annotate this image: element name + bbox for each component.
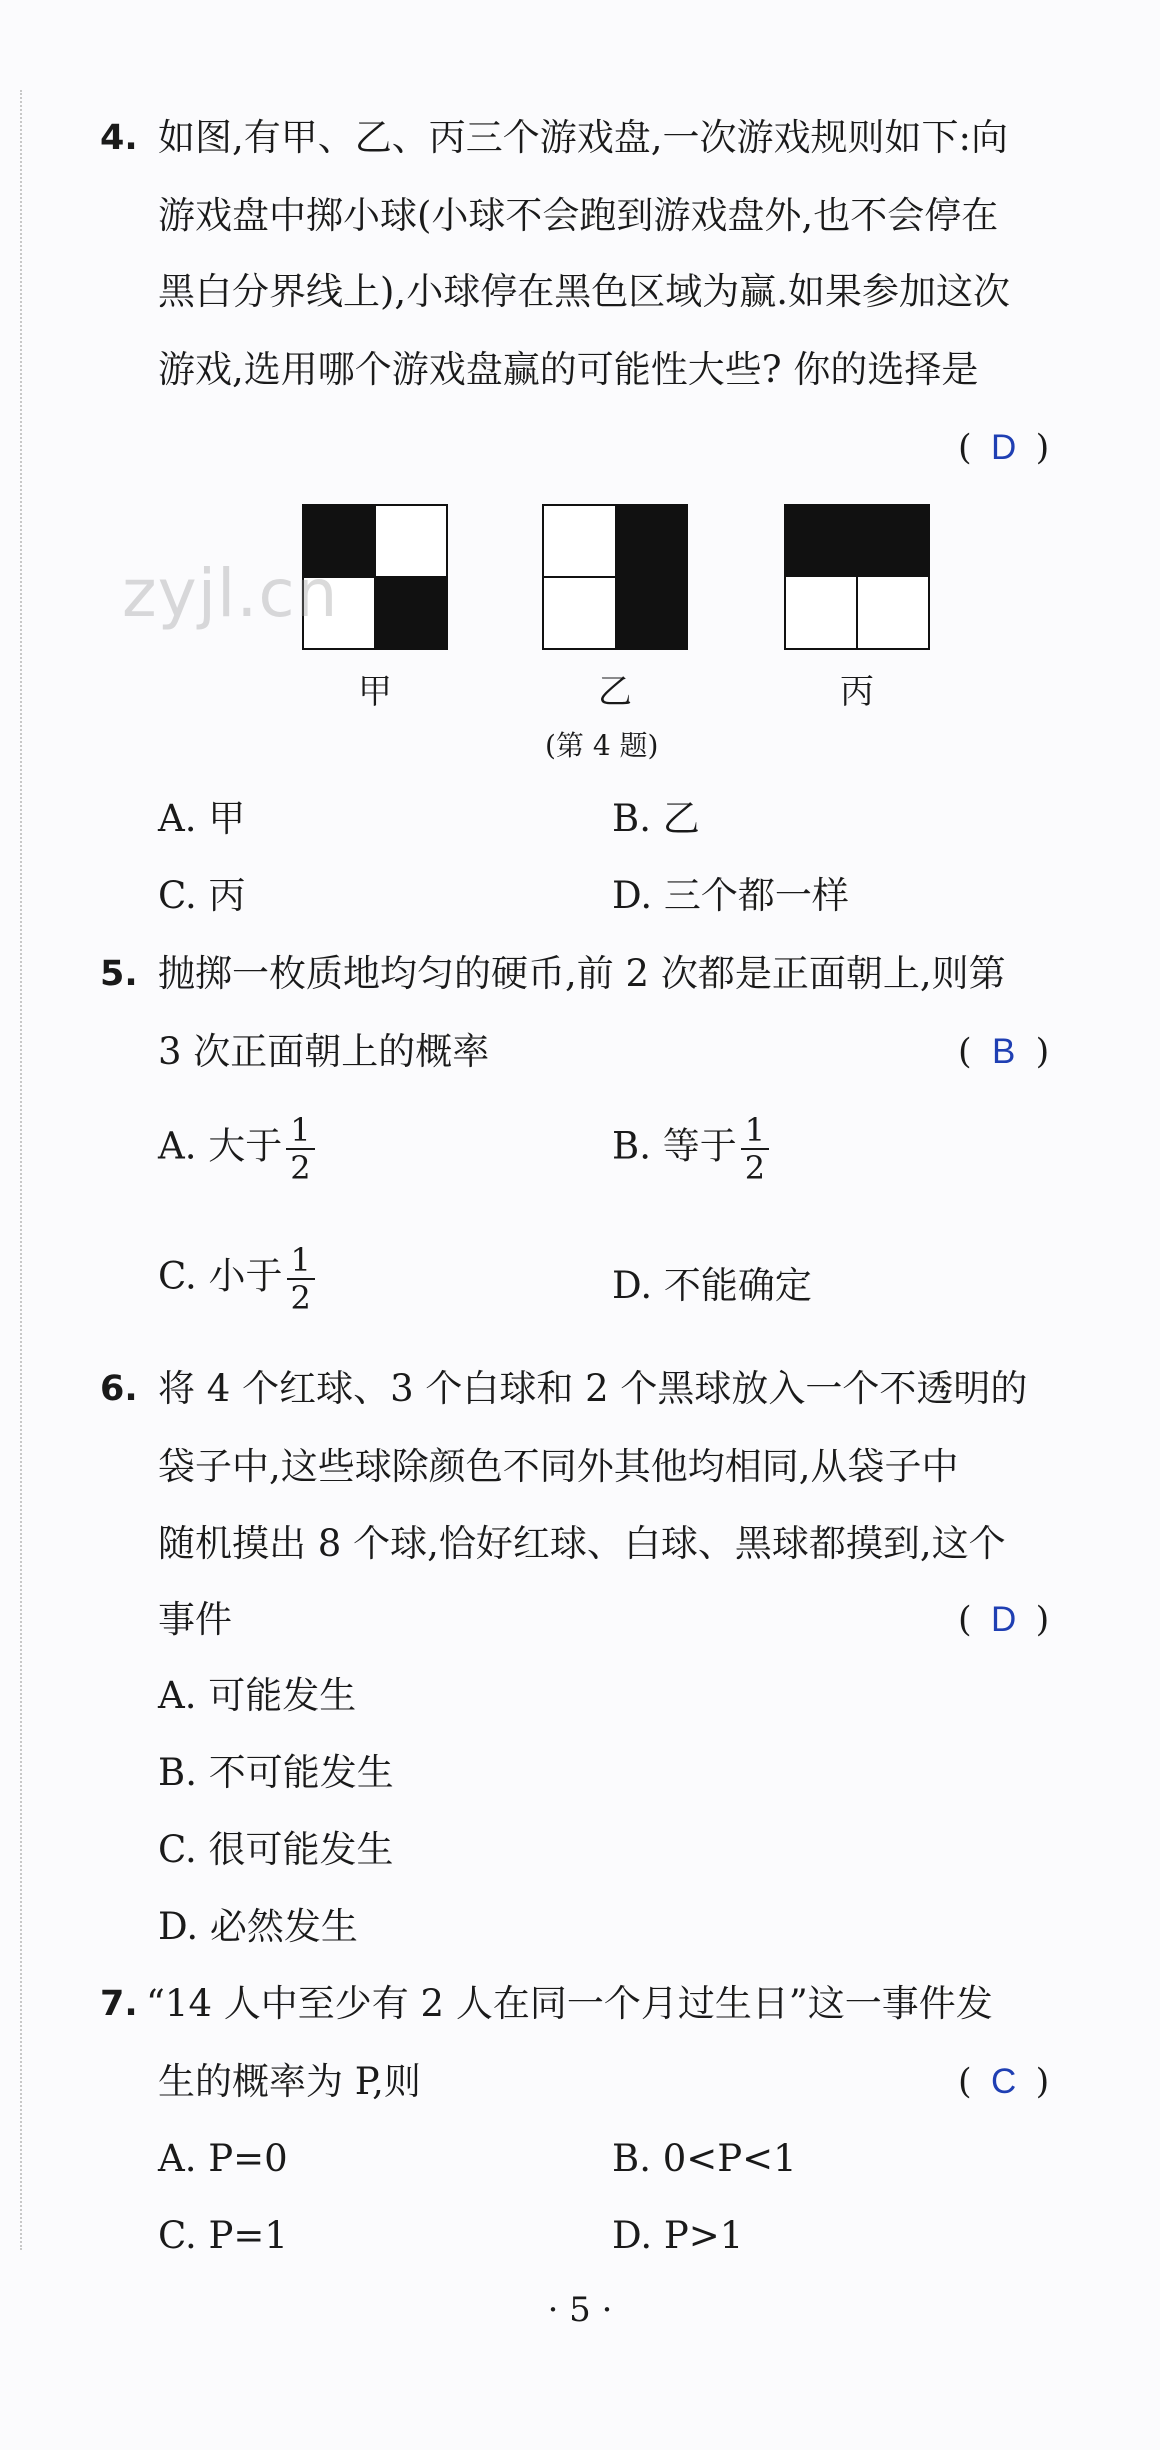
paren-open: ( xyxy=(958,2062,972,2102)
question-4-option-d: D. 三个都一样 xyxy=(612,874,849,917)
question-4-line-2: 游戏盘中掷小球(小球不会跑到游戏盘外,也不会停在 xyxy=(158,194,999,237)
question-6-option-c: C. 很可能发生 xyxy=(158,1828,394,1871)
paren-open: ( xyxy=(958,1600,972,1640)
option-text: B. 等于 xyxy=(612,1124,737,1168)
answer-letter: D xyxy=(991,1600,1017,1639)
fraction-numerator: 1 xyxy=(287,1242,315,1280)
paren-close: ) xyxy=(1035,1600,1050,1640)
fraction-denominator: 2 xyxy=(290,1149,311,1187)
question-5-option-d: D. 不能确定 xyxy=(612,1264,812,1307)
paren-open: ( xyxy=(958,1032,972,1072)
page-number: · 5 · xyxy=(547,2290,613,2330)
game-board-yi xyxy=(542,504,688,650)
question-6-option-d: D. 必然发生 xyxy=(158,1905,358,1948)
question-5-number: 5. xyxy=(100,954,138,994)
question-4-number: 4. xyxy=(100,118,138,158)
fraction-denominator: 2 xyxy=(744,1149,766,1187)
question-6-option-a: A. 可能发生 xyxy=(158,1674,357,1717)
game-board-bing xyxy=(784,504,930,650)
watermark: zyjl.cn xyxy=(122,555,339,632)
question-6-number: 6. xyxy=(100,1369,138,1409)
question-6-line-2: 袋子中,这些球除颜色不同外其他均相同,从袋子中 xyxy=(158,1445,959,1488)
question-4-option-b: B. 乙 xyxy=(612,797,700,840)
question-6-line-4: 事件 xyxy=(158,1598,232,1641)
figure-label-jia: 甲 xyxy=(358,672,392,712)
question-7-answer xyxy=(958,2058,1049,2106)
answer-letter: D xyxy=(991,428,1017,467)
question-7-number: 7. xyxy=(100,1984,138,2024)
figure-caption: (第 4 题) xyxy=(545,729,659,762)
fraction xyxy=(287,1242,315,1316)
question-7-option-a: A. P=0 xyxy=(158,2137,288,2180)
question-6-line-1: 将 4 个红球、3 个白球和 2 个黑球放入一个不透明的 xyxy=(158,1367,1028,1410)
question-4-line-4: 游戏,选用哪个游戏盘赢的可能性大些? 你的选择是 xyxy=(158,348,979,391)
question-4-line-1: 如图,有甲、乙、丙三个游戏盘,一次游戏规则如下:向 xyxy=(158,116,1008,159)
question-6-answer xyxy=(958,1596,1049,1644)
question-7-option-c: C. P=1 xyxy=(158,2214,288,2257)
option-text: C. 小于 xyxy=(158,1254,283,1298)
question-7-option-d: D. P>1 xyxy=(612,2214,744,2257)
question-5-option-b xyxy=(612,1112,769,1186)
figure-label-bing: 丙 xyxy=(840,672,874,712)
fraction-denominator: 2 xyxy=(290,1279,311,1317)
question-7-line-1: “14 人中至少有 2 人在同一个月过生日”这一事件发 xyxy=(146,1982,993,2025)
page-edge-dots xyxy=(20,90,22,2250)
question-4-option-a: A. 甲 xyxy=(158,797,246,840)
question-7-option-b: B. 0<P<1 xyxy=(612,2137,797,2180)
paren-open: ( xyxy=(958,428,972,468)
fraction xyxy=(286,1112,314,1186)
paren-close: ) xyxy=(1035,428,1050,468)
question-5-line-1: 抛掷一枚质地均匀的硬币,前 2 次都是正面朝上,则第 xyxy=(158,952,1006,995)
paren-close: ) xyxy=(1035,1032,1050,1072)
question-5-option-c xyxy=(158,1242,315,1316)
question-6-option-b: B. 不可能发生 xyxy=(158,1751,394,1794)
question-4-answer xyxy=(958,424,1049,472)
question-5-line-2: 3 次正面朝上的概率 xyxy=(158,1030,490,1073)
question-5-option-a xyxy=(158,1112,315,1186)
figure-label-yi: 乙 xyxy=(598,672,632,712)
question-4-option-c: C. 丙 xyxy=(158,874,246,917)
question-7-line-2: 生的概率为 P,则 xyxy=(158,2060,421,2103)
question-4-line-3: 黑白分界线上),小球停在黑色区域为赢.如果参加这次 xyxy=(158,270,1010,313)
question-6-line-3: 随机摸出 8 个球,恰好红球、白球、黑球都摸到,这个 xyxy=(158,1522,1006,1565)
fraction xyxy=(741,1112,769,1186)
answer-letter: B xyxy=(991,1032,1016,1071)
paren-close: ) xyxy=(1035,2062,1050,2102)
fraction-numerator: 1 xyxy=(286,1112,314,1150)
option-text: A. 大于 xyxy=(158,1124,283,1168)
question-5-answer xyxy=(958,1028,1049,1076)
fraction-numerator: 1 xyxy=(741,1112,769,1150)
answer-letter: C xyxy=(991,2062,1017,2101)
